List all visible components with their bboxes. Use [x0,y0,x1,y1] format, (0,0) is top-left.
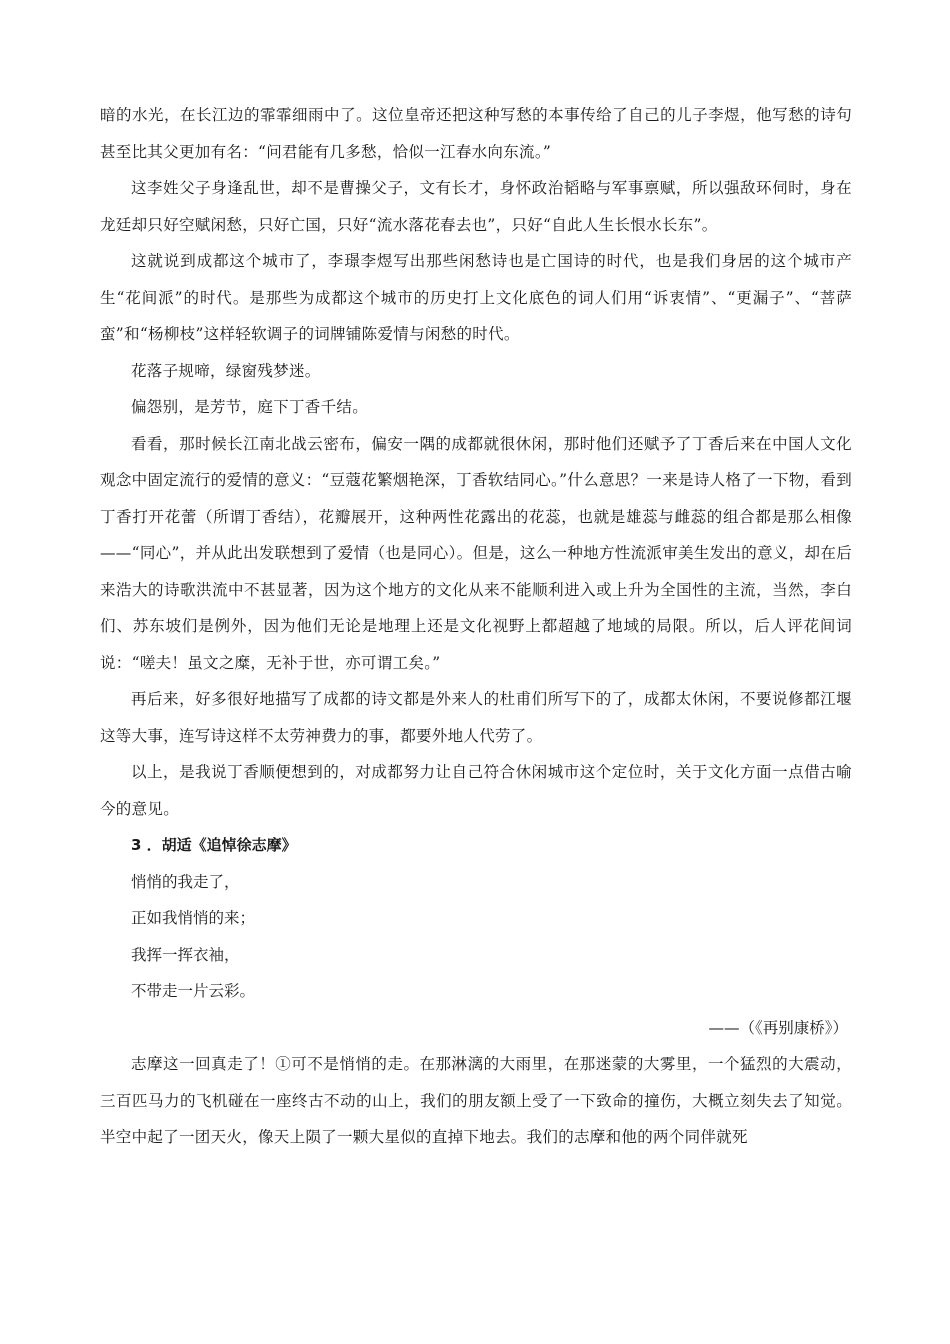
paragraph-lilac-meaning: 看看，那时候长江南北战云密布，偏安一隅的成都就很休闲，那时他们还赋予了丁香后来在中国人文化观念中固定流行的爱情的意义：“豆蔻花繁烟艳深，丁香软结同心。”什么意思？一来是诗人格了一下物，看到丁香打开花蕾（所谓丁香结），花瓣展开，这种两性花露出的花蕊，也就是雄蕊与雌蕊的组合都是那么相像——“同心”，并从此出发联想到了爱情（也是同心）。但是，这么一种地方性流派审美生发出的意义，却在后来浩大的诗歌洪流中不甚显著，因为这个地方的文化从来不能顺利进入或上升为全国性的主流，当然，李白们、苏东坡们是例外，因为他们无论是地理上还是文化视野上都超越了地域的局限。所以，后人评花间词说：“嗟夫！虽文之糜，无补于世，亦可谓工矣。” [100,434,852,672]
poem-line: 正如我悄悄的来； [131,909,256,927]
poem-attribution: ——（《再别康桥》） [708,1018,848,1037]
poem-line: 我挥一挥衣袖， [131,945,240,964]
paragraph-continued: 暗的水光，在长江边的霏霏细雨中了。这位皇帝还把这种写愁的本事传给了自己的儿子李煜，他写愁的诗句甚至比其父更加有名：“问君能有几多愁，恰似一江春水向东流。” [100,106,852,161]
poem-line: 不带走一片云彩。 [131,982,256,1000]
paragraph-zhimo-death: 志摩这一回真走了！①可不是悄悄的走。在那淋漓的大雨里，在那迷蒙的大雾里，一个猛烈的大震动，三百匹马力的飞机碰在一座终古不动的山上，我们的朋友额上受了一下致命的撞伤，大概立刻失去了知觉。半空中起了一团天火，像天上陨了一颗大星似的直掉下地去。我们的志摩和他的两个同伴就死 [100,1055,852,1146]
verse-line-2: 偏怨别，是芳节，庭下丁香千结。 [131,398,369,416]
paragraph-li-father-son: 这李姓父子身逢乱世，却不是曹操父子，文有长才，身怀政治韬略与军事禀赋，所以强敌环伺时，身在龙廷却只好空赋闲愁，只好亡国，只好“流水落花春去也”，只好“自此人生长恨水长东”。 [100,179,852,234]
section-heading: 3 ．胡适《追悼徐志摩》 [131,836,297,854]
paragraph-conclusion: 以上，是我说丁香顺便想到的，对成都努力让自己符合休闲城市这个定位时，关于文化方面一点借古喻今的意见。 [100,763,852,818]
paragraph-chengdu-huajian: 这就说到成都这个城市了，李璟李煜写出那些闲愁诗也是亡国诗的时代，也是我们身居的这个城市产生“花间派”的时代。是那些为成都这个城市的历史打上文化底色的词人们用“诉衷情”、“更漏子”、“菩萨蛮”和“杨柳枝”这样轻软调子的词牌铺陈爱情与闲愁的时代。 [100,252,852,343]
poem-line: 悄悄的我走了， [131,872,240,891]
document-body [100,97,852,1156]
verse-line-1: 花落子规啼，绿窗残梦迷。 [131,361,321,380]
paragraph-du-fu: 再后来，好多很好地描写了成都的诗文都是外来人的杜甫们所写下的了，成都太休闲，不要说修都江堰这等大事，连写诗这样不太劳神费力的事，都要外地人代劳了。 [100,690,852,745]
